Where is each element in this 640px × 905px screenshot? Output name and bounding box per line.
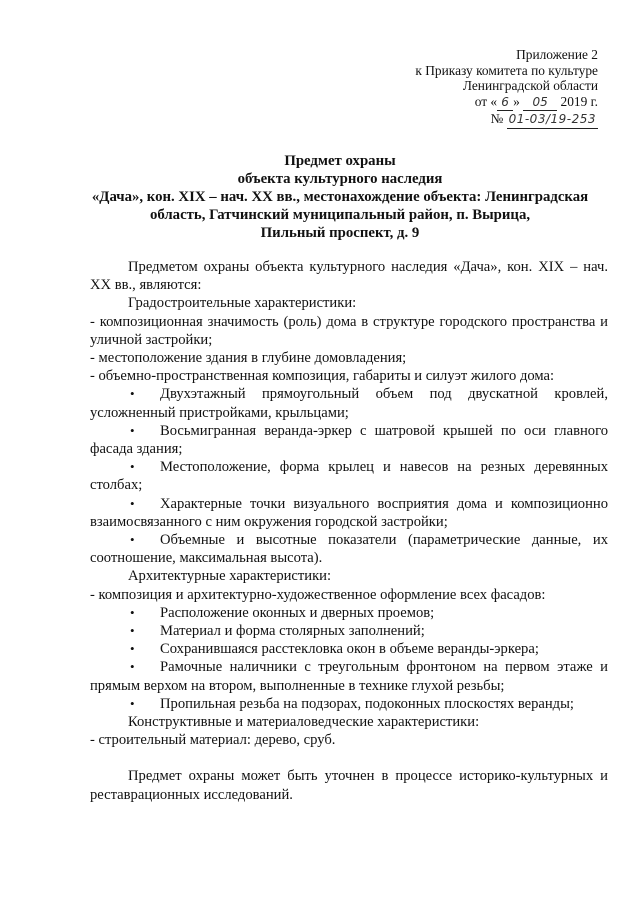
bullet-text: Объемные и высотные показатели (параметрические данные, их соотношение, максимальная высота). <box>90 532 608 567</box>
attachment-date <box>415 94 598 112</box>
urban-bullet <box>90 495 608 531</box>
urban-bullet <box>90 422 608 458</box>
date-mid: » <box>513 93 520 109</box>
bullet-icon: • <box>130 695 135 711</box>
intro-paragraph: Предметом охраны объекта культурного наследия «Дача», кон. XIX – нач. XX вв., являются: <box>90 259 608 294</box>
bullet-icon: • <box>130 459 135 475</box>
urban-item: - композиционная значимость (роль) дома в структуре городского пространства и уличной застройки; <box>90 313 608 348</box>
urban-bullet <box>90 458 608 494</box>
spacer <box>90 749 608 767</box>
constr-heading: Конструктивные и материаловедческие характеристики: <box>128 714 480 731</box>
bullet-icon: • <box>130 604 135 620</box>
arch-bullet <box>90 622 608 640</box>
bullet-text: Восьмигранная веранда-эркер с шатровой крышей по оси главного фасада здания; <box>90 422 608 458</box>
bullet-text: Рамочные наличники с треугольным фронтоном на первом этаже и прямым верхом на втором, выполненные в технике глухой резьбы; <box>90 659 608 694</box>
arch-bullet <box>90 658 608 694</box>
arch-heading: Архитектурные характеристики: <box>128 568 332 585</box>
arch-bullet <box>90 695 608 713</box>
urban-item: - местоположение здания в глубине домовладения; <box>90 350 407 367</box>
attachment-doc-number <box>415 111 598 129</box>
urban-item: - объемно-пространственная композиция, габариты и силуэт жилого дома: <box>90 368 555 385</box>
number-prefix: № <box>490 111 504 126</box>
bullet-icon: • <box>130 386 135 402</box>
document-body <box>90 258 608 804</box>
bullet-text: Расположение оконных и дверных проемов; <box>160 604 435 621</box>
handwritten-day: 6 <box>497 95 513 112</box>
bullet-text: Двухэтажный прямоугольный объем под двускатной кровлей, усложненный пристройками, крыльцами; <box>90 386 608 421</box>
bullet-icon: • <box>130 532 135 548</box>
closing-paragraph: Предмет охраны может быть уточнен в процессе историко-культурных и реставрационных исследований. <box>90 768 608 803</box>
title-line-5: Пильный проспект, д. 9 <box>260 225 420 241</box>
bullet-text: Пропильная резьба на подзорах, подоконных плоскостях веранды; <box>160 695 574 712</box>
attachment-number: Приложение 2 <box>516 47 598 62</box>
bullet-icon: • <box>130 422 135 438</box>
document-title <box>60 152 620 242</box>
urban-bullet <box>90 531 608 567</box>
urban-heading: Градостроительные характеристики: <box>128 295 357 312</box>
title-line-3: «Дача», кон. XIX – нач. XX вв., местонахождение объекта: Ленинградская <box>91 189 589 205</box>
arch-bullet <box>90 604 608 622</box>
bullet-text: Материал и форма столярных заполнений; <box>160 623 425 640</box>
bullet-text: Местоположение, форма крылец и навесов на резных деревянных столбах; <box>90 459 608 494</box>
bullet-text: Сохранившаяся расстекловка окон в объеме веранды-эркера; <box>160 641 539 658</box>
bullet-icon: • <box>130 659 135 675</box>
bullet-text: Характерные точки визуального восприятия дома и композиционно взаимосвязанного с ним окружения городской застройки; <box>90 495 608 530</box>
attachment-region: Ленинградской области <box>462 78 598 93</box>
handwritten-number: 01-03/19-253 <box>507 112 598 129</box>
constr-item: - строительный материал: дерево, сруб. <box>90 732 336 749</box>
attachment-header <box>415 47 598 129</box>
bullet-icon: • <box>130 623 135 639</box>
title-line-2: объекта культурного наследия <box>237 171 443 187</box>
date-year: 2019 г. <box>560 93 598 109</box>
title-line-1: Предмет охраны <box>284 153 396 169</box>
bullet-icon: • <box>130 641 135 657</box>
bullet-icon: • <box>130 495 135 511</box>
date-prefix: от « <box>474 93 498 109</box>
urban-bullet <box>90 385 608 421</box>
arch-bullet <box>90 640 608 658</box>
title-line-4: область, Гатчинский муниципальный район, п. Вырица, <box>149 207 531 223</box>
handwritten-month: 05 <box>523 95 557 112</box>
arch-item: - композиция и архитектурно-художественное оформление всех фасадов: <box>90 586 546 603</box>
attachment-order-ref: к Приказу комитета по культуре <box>415 62 598 78</box>
